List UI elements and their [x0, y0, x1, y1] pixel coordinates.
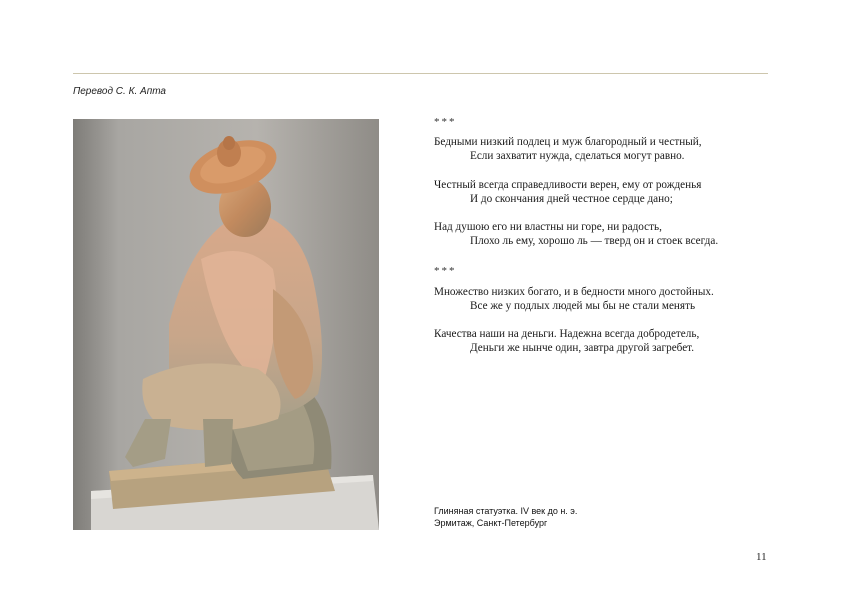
stanza — [434, 178, 764, 206]
statuette-illustration — [73, 119, 379, 530]
verse-line-indented: Если захватит нужда, сделаться могут равно. — [470, 150, 685, 163]
poem-separator-1: *** — [434, 116, 457, 128]
poem-separator-2: *** — [434, 265, 457, 278]
verse-line-indented: И до скончания дней честное сердце дано; — [470, 192, 673, 205]
statuette-photo — [73, 119, 379, 530]
verse-line-indented: Деньги же нынче один, завтра другой загребет. — [470, 342, 695, 355]
stanza — [434, 327, 764, 355]
verse-line: Над душою его ни властны ни горе, ни радость, — [434, 221, 662, 234]
verse-line: Бедными низкий подлец и муж благородный и честный, — [434, 136, 702, 149]
page-number: 11 — [756, 551, 767, 563]
poem-2 — [434, 264, 764, 355]
verse-line: Качества наши на деньги. Надежна всегда добродетель, — [434, 328, 700, 341]
stanza — [434, 285, 764, 313]
caption-line-1: Глиняная статуэтка. IV век до н. э. — [434, 506, 578, 516]
stanza — [434, 220, 764, 248]
verse-line: Честный всегда справедливости верен, ему от рожденья — [434, 178, 702, 191]
poem-1 — [434, 115, 764, 248]
verse-line-indented: Плохо ль ему, хорошо ль — тверд он и стоек всегда. — [470, 235, 719, 248]
verse-line: Множество низких богато, и в бедности много достойных. — [434, 285, 714, 298]
stanza — [434, 135, 764, 163]
caption-line-2: Эрмитаж, Санкт-Петербург — [434, 518, 548, 528]
header-rule — [73, 73, 768, 74]
translator-credit: Перевод С. К. Апта — [73, 86, 166, 97]
photo-caption — [434, 505, 577, 529]
verse-line-indented: Все же у подлых людей мы бы не стали менять — [470, 299, 696, 312]
poems — [434, 115, 764, 369]
